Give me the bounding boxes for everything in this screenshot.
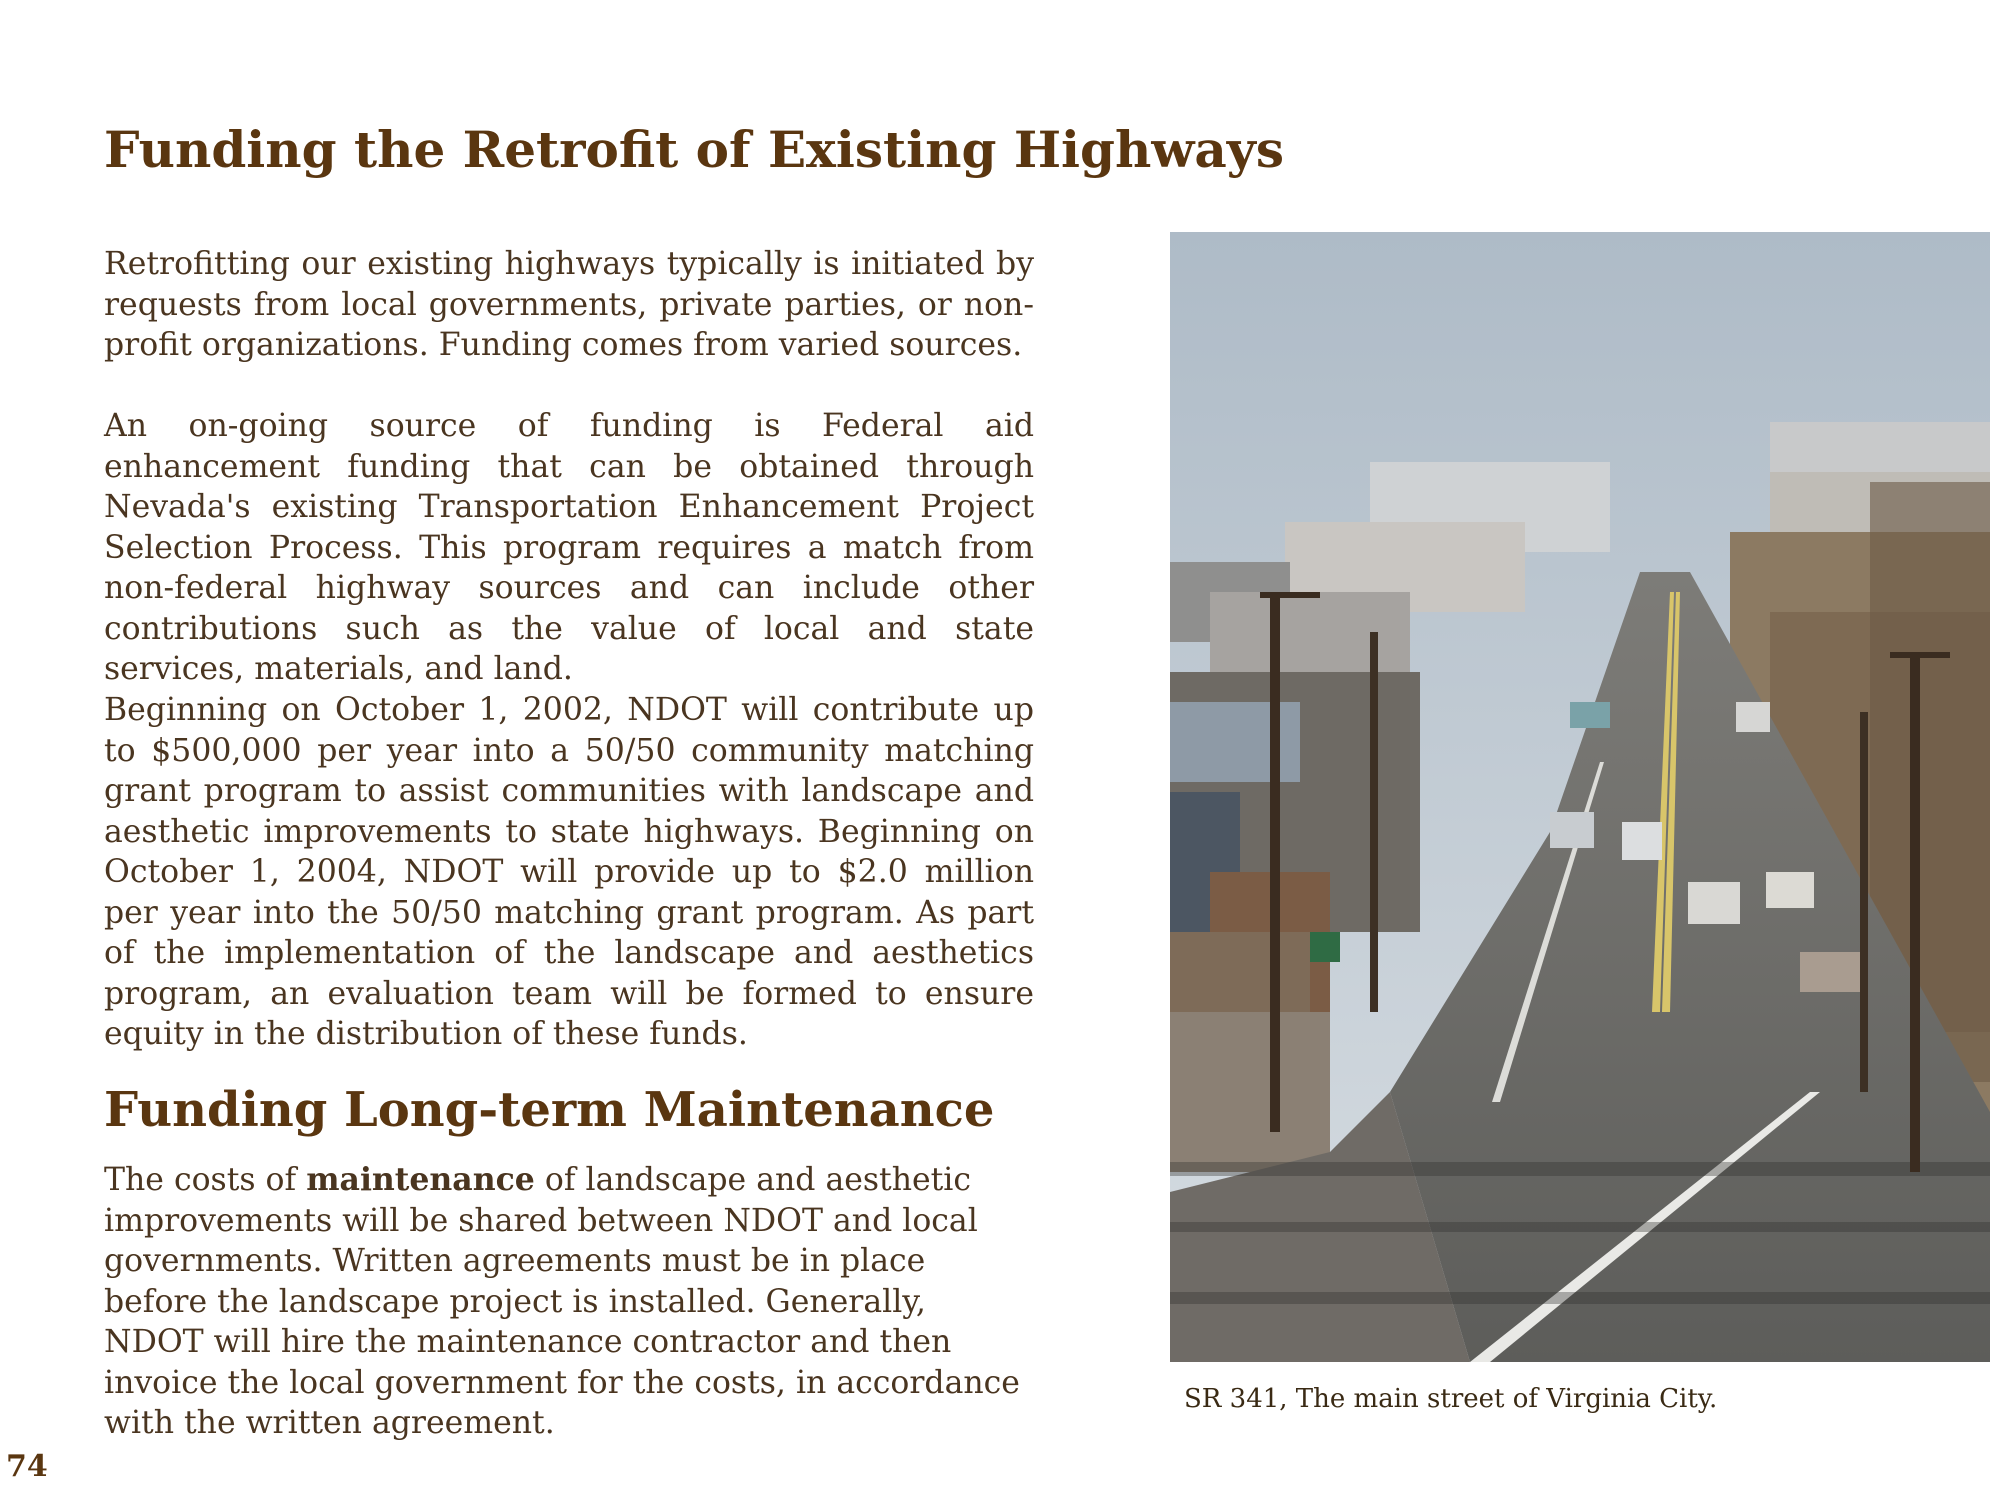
paragraph-text: Retrofitting our existing highways typically is initiated by requests from local governments, private parties, or non-profit organizations. Funding comes from varied sources. [104, 246, 1034, 363]
bold-term: maintenance [306, 1161, 535, 1198]
section-heading-maintenance: Funding Long-term Maintenance [104, 1082, 995, 1138]
paragraph-maintenance [104, 1160, 1024, 1444]
paragraph-text [104, 1160, 1024, 1444]
street-sign [1310, 932, 1340, 962]
paragraph-text: Beginning on October 1, 2002, NDOT will contribute up to $500,000 per year into a 50/50 community matching grant program to assist communities with landscape and aesthetic improvements to state highways. Beginning on October 1, 2004, NDOT will provide up to $2.0 million per year into the 50/50 matching grant program. As part of the implementation of the landscape and aesthetics program, an evaluation team will be formed to ensure equity in the distribution of these funds. [104, 692, 1034, 1052]
paragraph-federal-aid [104, 406, 1034, 690]
text-run: of landscape and aesthetic improvements will be shared between NDOT and local governments. Written agreements must be in place before the landscape project is installed. Generally, NDOT will hire the maintenance contractor and then invoice the local government for the costs, in accordance with the written agreement. [104, 1162, 1020, 1441]
paragraph-matching-grant [104, 690, 1034, 1055]
page-title: Funding the Retrofit of Existing Highways [104, 120, 1285, 179]
page-number: 74 [6, 1449, 48, 1484]
paragraph-retrofit-intro [104, 244, 1034, 366]
street-photo [1170, 232, 1990, 1362]
paragraph-text: An on-going source of funding is Federal aid enhancement funding that can be obtained through Nevada's existing Transportation Enhancement Project Selection Process. This program requires a match from non-federal highway sources and can include other contributions such as the value of local and state services, materials, and land. [104, 408, 1034, 687]
photo-caption: SR 341, The main street of Virginia City. [1184, 1384, 1718, 1414]
text-run: The costs of [104, 1162, 307, 1198]
